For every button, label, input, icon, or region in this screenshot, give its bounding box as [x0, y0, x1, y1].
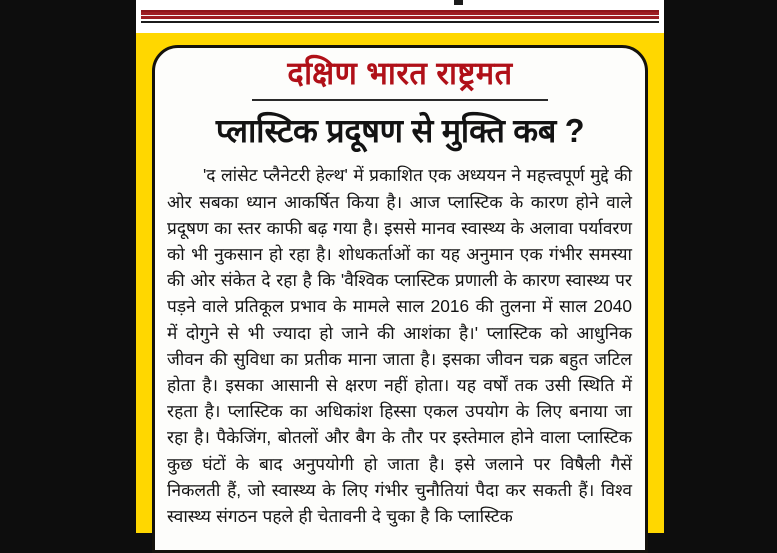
article-headline: प्लास्टिक प्रदूषण से मुक्ति कब ? [215, 111, 585, 149]
newspaper-column [136, 0, 664, 533]
yellow-border-frame [136, 33, 664, 533]
clipped-glyph [454, 0, 463, 5]
masthead-top-rules [136, 0, 664, 33]
black-divider-rule [141, 21, 659, 23]
masthead [155, 55, 645, 101]
article-body-text: 'द लांसेट प्लैनेटरी हेल्थ' में प्रकाशित एक अध्ययन ने महत्त्वपूर्ण मुद्दे की ओर सबका ध्यान आकर्षित किया है। आज प्लास्टिक के कारण होने वाले प्रदूषण का स्तर काफी बढ़ गया है। इससे मानव स्वास्थ्य के अलावा पर्यावरण को भी नुकसान हो रहा है। शोधकर्ताओं का यह अनुमान एक गंभीर समस्या की ओर संकेत दे रहा है कि 'वैश्विक प्लास्टिक प्रणाली के कारण स्वास्थ्य पर पड़ने वाले प्रतिकूल प्रभाव के मामले साल 2016 की तुलना में साल 2040 में दोगुने से भी ज्यादा हो जाने की आशंका है।' प्लास्टिक को आधुनिक जीवन की सुविधा का प्रतीक माना जाता है। इसका जीवन चक्र बहुत जटिल होता है। इसका आसानी से क्षरण नहीं होता। यह वर्षों तक उसी स्थिति में रहता है। प्लास्टिक का अधिकांश हिस्सा एकल उपयोग के लिए बनाया जा रहा है। पैकेजिंग, बोतलों और बैग के तौर पर इस्तेमाल होने वाला प्लास्टिक कुछ घंटों के बाद अनुपयोगी हो जाता है। इसे जलाने पर विषैली गैसें निकलती हैं, जो स्वास्थ्य के लिए गंभीर चुनौतियां पैदा कर सकती हैं। विश्व स्वास्थ्य संगठन पहले ही चेतावनी दे चुका है कि प्लास्टिक [167, 165, 632, 526]
masthead-underline [252, 99, 548, 101]
masthead-title: दक्षिण भारत राष्ट्रमत [287, 55, 513, 91]
red-divider-inner-gap [141, 15, 659, 16]
article-panel [152, 45, 648, 553]
